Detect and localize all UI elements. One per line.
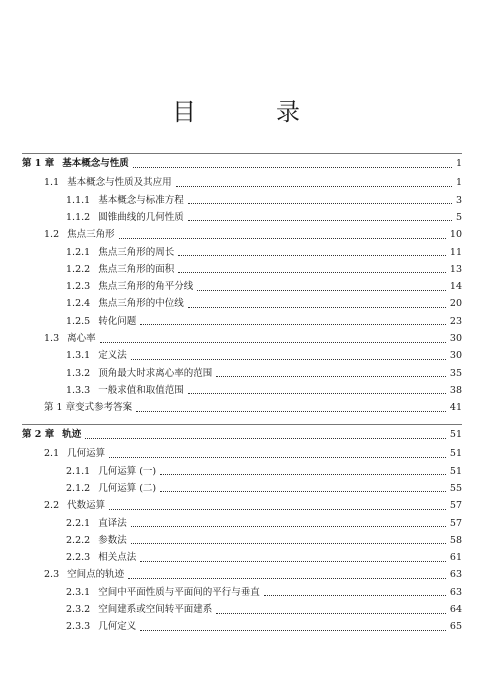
toc-chapter[interactable] xyxy=(22,157,462,171)
toc-subsection[interactable] xyxy=(66,297,462,311)
dot-leader xyxy=(176,186,452,187)
dot-leader xyxy=(264,595,446,596)
toc-entry-number: 1.1 xyxy=(44,177,60,189)
toc-entry-number: 1.1.1 xyxy=(66,194,91,206)
toc-entry-title: 空间建系或空间转平面建系 xyxy=(98,604,213,615)
toc-subsection[interactable] xyxy=(66,384,462,398)
toc-subsection[interactable] xyxy=(66,367,462,381)
toc-entry-number: 2.3.2 xyxy=(66,604,91,615)
toc-entry-number: 1.2.2 xyxy=(66,263,91,275)
toc-page-number: 20 xyxy=(449,298,462,310)
dot-leader xyxy=(133,167,452,168)
toc-entry-number: 第 2 章 xyxy=(22,429,55,440)
dot-leader xyxy=(140,561,446,562)
toc-entry-number: 1.3.2 xyxy=(66,367,91,379)
toc-entry-number: 1.2.3 xyxy=(66,281,91,293)
toc-entry-title: 基本概念与标准方程 xyxy=(98,194,184,206)
toc-page-number: 65 xyxy=(449,621,462,633)
toc-subsection[interactable] xyxy=(66,586,462,600)
toc-page-number: 14 xyxy=(449,281,462,293)
dot-leader xyxy=(197,290,446,291)
toc-page-number: 57 xyxy=(449,500,462,512)
toc-subsection[interactable] xyxy=(66,534,462,548)
toc-entry-title: 圆锥曲线的几何性质 xyxy=(98,211,184,223)
toc-chapter[interactable] xyxy=(22,428,462,442)
toc-page-number: 55 xyxy=(449,482,462,494)
toc-entry-number: 1.3 xyxy=(44,333,60,344)
dot-leader xyxy=(140,630,446,631)
toc-page-number: 5 xyxy=(455,211,462,223)
toc-entry-title: 相关点法 xyxy=(98,552,137,564)
dot-leader xyxy=(188,393,446,394)
dot-leader xyxy=(109,509,446,510)
toc-entry-title: 焦点三角形 xyxy=(67,229,115,241)
toc-entry-number: 2.2.1 xyxy=(66,517,91,529)
page-title: 目 录 xyxy=(172,98,328,126)
toc-subsection[interactable] xyxy=(66,620,462,634)
toc-entry-number: 1.3.3 xyxy=(66,384,91,396)
toc-page-number: 1 xyxy=(455,158,462,169)
toc-entry-title: 直译法 xyxy=(98,517,127,529)
chapter-divider xyxy=(22,153,462,154)
toc-page-number: 23 xyxy=(449,315,462,327)
toc-entry-title: 几何运算 (二) xyxy=(98,482,157,494)
toc-entry-number: 1.2.1 xyxy=(66,246,91,258)
toc-subsection[interactable] xyxy=(66,315,462,329)
dot-leader xyxy=(160,474,446,475)
dot-leader xyxy=(216,376,446,377)
toc-entry-title: 顶角最大时求离心率的范围 xyxy=(98,367,213,379)
toc-entry-title: 空间中平面性质与平面间的平行与垂直 xyxy=(98,586,260,598)
toc-section[interactable] xyxy=(44,568,462,582)
toc-entry-number: 1.2.5 xyxy=(66,315,91,327)
toc-section[interactable] xyxy=(44,447,462,461)
dot-leader xyxy=(178,255,446,256)
toc-entry-title: 定义法 xyxy=(98,350,127,362)
toc-entry-title: 空间点的轨迹 xyxy=(67,569,125,581)
toc-entry-number: 1.2.4 xyxy=(66,298,91,310)
toc-page-number: 13 xyxy=(449,263,462,275)
dot-leader xyxy=(109,457,446,458)
toc-page-number: 10 xyxy=(449,229,462,241)
toc-entry-title: 几何定义 xyxy=(98,621,137,633)
toc-entry-title: 焦点三角形的中位线 xyxy=(98,298,184,310)
toc-entry-title: 一般求值和取值范围 xyxy=(98,384,184,396)
toc-page-number: 51 xyxy=(449,465,462,477)
toc-entry-number: 2.3.3 xyxy=(66,621,91,633)
dot-leader xyxy=(85,438,446,439)
toc-entry-number: 2.2 xyxy=(44,500,60,512)
toc-page-number: 51 xyxy=(449,429,462,440)
toc-subsection[interactable] xyxy=(66,194,462,208)
toc-subsection[interactable] xyxy=(66,465,462,479)
dot-leader xyxy=(160,491,446,492)
toc-page-number: 64 xyxy=(449,604,462,615)
toc-page-number: 3 xyxy=(455,194,462,206)
dot-leader xyxy=(128,578,446,579)
chapter-divider xyxy=(22,424,462,425)
dot-leader xyxy=(140,324,446,325)
toc-page-number: 63 xyxy=(449,586,462,598)
toc-entry-number: 1.3.1 xyxy=(66,350,91,362)
dot-leader xyxy=(178,272,446,273)
toc-page-number: 30 xyxy=(449,350,462,362)
toc-section[interactable] xyxy=(44,176,462,190)
dot-leader xyxy=(188,307,446,308)
toc-entry-title: 代数运算 xyxy=(67,500,106,512)
toc-entry-title: 离心率 xyxy=(67,333,96,344)
toc-entry-title: 转化问题 xyxy=(98,315,137,327)
toc-subsection[interactable] xyxy=(66,349,462,363)
toc-entry-title: 基本概念与性质及其应用 xyxy=(67,177,172,189)
dot-leader xyxy=(188,203,452,204)
toc-subsection[interactable] xyxy=(66,551,462,565)
toc-entry-title: 焦点三角形的周长 xyxy=(98,246,175,258)
toc-entry-number: 2.2.2 xyxy=(66,534,91,546)
toc-section[interactable] xyxy=(44,228,462,242)
toc-entry-title: 焦点三角形的角平分线 xyxy=(98,281,194,293)
toc-page-number: 57 xyxy=(449,517,462,529)
toc-subsection[interactable] xyxy=(66,482,462,496)
toc-entry-title: 焦点三角形的面积 xyxy=(98,263,175,275)
toc-entry-number: 2.2.3 xyxy=(66,552,91,564)
toc-entry-number: 2.1 xyxy=(44,448,60,460)
toc-entry-number: 2.3.1 xyxy=(66,586,91,598)
toc-page-number: 61 xyxy=(449,552,462,564)
toc-subsection[interactable] xyxy=(66,517,462,531)
toc-page-number: 58 xyxy=(449,534,462,546)
toc-entry-title: 基本概念与性质 xyxy=(62,158,129,169)
dot-leader xyxy=(131,359,446,360)
toc-entry-title: 参数法 xyxy=(98,534,127,546)
toc-entry-title: 第 1 章变式参考答案 xyxy=(44,402,133,414)
toc-page-number: 30 xyxy=(449,333,462,344)
toc-entry-number: 2.3 xyxy=(44,569,60,581)
toc-entry-number: 1.2 xyxy=(44,229,60,241)
toc-page-number: 1 xyxy=(455,177,462,189)
toc-page-number: 41 xyxy=(449,402,462,414)
dot-leader xyxy=(188,220,452,221)
toc-section[interactable] xyxy=(44,499,462,513)
toc-page-number: 63 xyxy=(449,569,462,581)
toc-subsection[interactable] xyxy=(66,603,462,617)
toc-subsection[interactable] xyxy=(66,246,462,260)
toc-section[interactable] xyxy=(44,401,462,415)
toc-subsection[interactable] xyxy=(66,280,462,294)
toc-entry-number: 2.1.2 xyxy=(66,482,91,494)
dot-leader xyxy=(136,411,446,412)
dot-leader xyxy=(119,238,446,239)
toc-page-number: 11 xyxy=(449,246,462,258)
toc-entry-title: 几何运算 xyxy=(67,448,106,460)
toc-entry-number: 第 1 章 xyxy=(22,158,55,169)
toc-page-number: 35 xyxy=(449,367,462,379)
dot-leader xyxy=(100,342,446,343)
toc-subsection[interactable] xyxy=(66,263,462,277)
dot-leader xyxy=(131,526,446,527)
toc-section[interactable] xyxy=(44,332,462,346)
toc-page-number: 51 xyxy=(449,448,462,460)
toc-entry-number: 1.1.2 xyxy=(66,211,91,223)
toc-entry-number: 2.1.1 xyxy=(66,465,91,477)
dot-leader xyxy=(131,543,446,544)
toc-entry-title: 轨迹 xyxy=(62,429,82,440)
toc-subsection[interactable] xyxy=(66,211,462,225)
dot-leader xyxy=(216,613,446,614)
toc-page-number: 38 xyxy=(449,384,462,396)
toc-entry-title: 几何运算 (一) xyxy=(98,465,157,477)
